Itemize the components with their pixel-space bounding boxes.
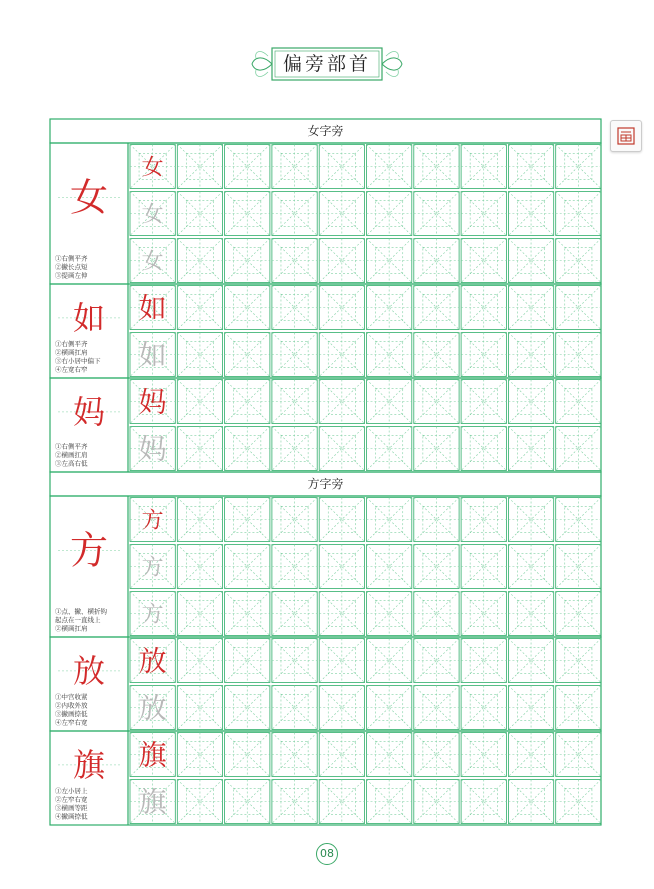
model-character: 旗 [72,746,106,785]
grid-cell [272,333,317,377]
grid-cell [367,686,412,730]
grid-cell [367,286,412,330]
grid-cell [319,733,364,777]
grid-cell [461,733,506,777]
group-border [50,284,601,378]
grid-cell [556,427,601,471]
stroke-tip: ③提画左伸 [55,271,88,280]
grid-cell [319,639,364,683]
grid-cell [272,686,317,730]
grid-cell [414,333,459,377]
stroke-tip: ②内收外放 [55,701,88,710]
grid-cell [367,427,412,471]
grid-cell [225,733,270,777]
trace-character: 如 [138,338,167,372]
example-character: 旗 [138,738,167,772]
grid-cell [225,545,270,589]
grid-cell [508,286,553,330]
grid-cell [414,780,459,824]
grid-cell [272,780,317,824]
grid-cell [461,545,506,589]
grid-cell [556,545,601,589]
trace-character: 方 [141,555,164,581]
grid-cell [556,592,601,636]
trace-character: 妈 [138,432,167,466]
grid-cell [414,498,459,542]
grid-cell [367,145,412,189]
stroke-tip: ①右侧平齐 [55,340,88,348]
grid-cell [556,286,601,330]
grid-cell [556,639,601,683]
trace-character: 放 [138,691,167,725]
stroke-tip: ③撇画捺低 [55,710,88,718]
grid-cell [414,592,459,636]
grid-cell [461,686,506,730]
grid-cell [225,192,270,236]
grid-cell [414,239,459,283]
grid-cell [225,686,270,730]
grid-cell [319,427,364,471]
grid-cell [319,145,364,189]
grid-cell [225,145,270,189]
grid-cell [508,545,553,589]
grid-cell [225,286,270,330]
grid-cell [508,239,553,283]
grid-cell [461,145,506,189]
grid-cell [414,286,459,330]
grid-cell [225,592,270,636]
grid-cell [367,192,412,236]
stroke-tip: ④撇画捺低 [55,812,88,821]
page-title: 偏旁部首 [282,53,371,75]
grid-cell [272,498,317,542]
character-group-2 [50,378,601,472]
stroke-tip: ①左小居上 [55,787,88,795]
grid-cell [225,498,270,542]
character-group-0 [50,496,601,637]
grid-cell [556,192,601,236]
grid-cell [367,498,412,542]
grid-cell [225,639,270,683]
stroke-tip: ②左窄右宽 [55,795,88,804]
grid-cell [556,333,601,377]
grid-cell [461,286,506,330]
grid-cell [508,498,553,542]
character-group-1 [50,284,601,378]
grid-cell [461,192,506,236]
grid-cell [225,427,270,471]
grid-cell [225,380,270,424]
grid-cell [177,592,222,636]
character-group-2 [50,731,601,825]
section-header: 女字旁 [307,124,344,138]
grid-cell [272,733,317,777]
grid-cell [177,333,222,377]
grid-cell [508,380,553,424]
grid-cell [508,780,553,824]
grid-cell [177,192,222,236]
stroke-tip: ③右小居中偏下 [55,357,101,365]
section-1 [50,472,601,825]
grid-cell [272,639,317,683]
grid-cell [414,639,459,683]
grid-cell [272,192,317,236]
grid-cell [367,780,412,824]
stroke-tip: ②横画扛肩 [55,348,88,357]
grid-cell [367,639,412,683]
grid-cell [177,145,222,189]
grid-cell [319,545,364,589]
grid-cell [508,592,553,636]
grid-cell [367,733,412,777]
grid-cell [508,145,553,189]
grid-cell [461,380,506,424]
model-character: 妈 [72,393,106,432]
grid-cell [414,427,459,471]
stroke-tip: ①点、撇、横折钩 [55,607,107,616]
grid-cell [414,380,459,424]
stroke-tip: ②横画扛肩 [55,624,88,633]
example-character: 妈 [138,385,167,419]
section-0 [50,119,601,472]
grid-cell [461,780,506,824]
grid-cell [556,239,601,283]
grid-cell [177,239,222,283]
grid-cell [556,733,601,777]
grid-cell [556,498,601,542]
trace-character: 女 [141,249,164,275]
grid-cell [319,333,364,377]
grid-cell [414,192,459,236]
page-number: 08 [316,843,338,865]
grid-cell [319,286,364,330]
grid-cell [272,286,317,330]
stroke-tip: ②撇长点短 [55,263,88,271]
grid-cell [272,239,317,283]
grid-cell [556,780,601,824]
stroke-tip: ①中宫收紧 [55,693,88,701]
group-border [50,637,601,731]
stroke-tip: ①右侧平齐 [55,442,88,451]
grid-cell [461,333,506,377]
grid-cell [319,192,364,236]
stroke-tip: ④左窄右宽 [55,718,88,727]
example-character: 女 [141,155,164,181]
grid-cell [177,380,222,424]
grid-cell [319,239,364,283]
grid-cell [367,380,412,424]
grid-cell [319,780,364,824]
trace-character: 女 [141,202,164,228]
grid-cell [414,145,459,189]
model-character: 如 [72,299,106,338]
grid-cell [319,686,364,730]
group-border [50,378,601,472]
grid-cell [177,545,222,589]
grid-cell [367,545,412,589]
grid-cell [272,145,317,189]
grid-cell [272,380,317,424]
grid-cell [177,286,222,330]
grid-cell [508,192,553,236]
grid-cell [508,686,553,730]
grid-cell [556,686,601,730]
grid-cell [508,427,553,471]
trace-character: 方 [141,602,164,628]
grid-cell [177,639,222,683]
grid-cell [177,498,222,542]
character-group-0 [50,143,601,284]
grid-cell [461,592,506,636]
grid-cell [508,333,553,377]
grid-cell [414,733,459,777]
grid-cell [225,780,270,824]
character-group-1 [50,637,601,731]
stroke-tip: ②横画扛肩 [55,451,88,459]
grid-cell [508,639,553,683]
trace-character: 旗 [138,785,167,819]
grid-cell [367,239,412,283]
model-character: 方 [69,528,109,573]
stroke-tip: ①右侧平齐 [55,254,88,263]
section-header: 方字旁 [307,477,344,491]
grid-cell [177,733,222,777]
grid-cell [272,592,317,636]
stroke-tip: ③横画等距 [55,804,88,812]
grid-cell [556,380,601,424]
model-character: 放 [72,652,106,691]
grid-cell [508,733,553,777]
grid-cell [319,592,364,636]
grid-cell [225,333,270,377]
stroke-tip: 起点在一直线上 [55,616,101,624]
grid-cell [367,592,412,636]
example-character: 放 [138,644,167,678]
grid-cell [556,145,601,189]
grid-cell [177,686,222,730]
grid-cell [414,686,459,730]
grid-cell [272,427,317,471]
stroke-tip: ③左高右低 [55,459,88,468]
stroke-tip: ④左宽右窄 [55,365,88,374]
grid-cell [461,639,506,683]
grid-cell [367,333,412,377]
grid-cell [272,545,317,589]
grid-cell [461,239,506,283]
grid-cell [319,380,364,424]
grid-cell [225,239,270,283]
grid-cell [414,545,459,589]
grid-cell [177,427,222,471]
grid-cell [461,498,506,542]
grid-cell [177,780,222,824]
grid-cell [461,427,506,471]
example-character: 方 [141,508,164,534]
group-border [50,731,601,825]
example-character: 如 [138,291,167,325]
model-character: 女 [69,175,109,220]
grid-cell [319,498,364,542]
